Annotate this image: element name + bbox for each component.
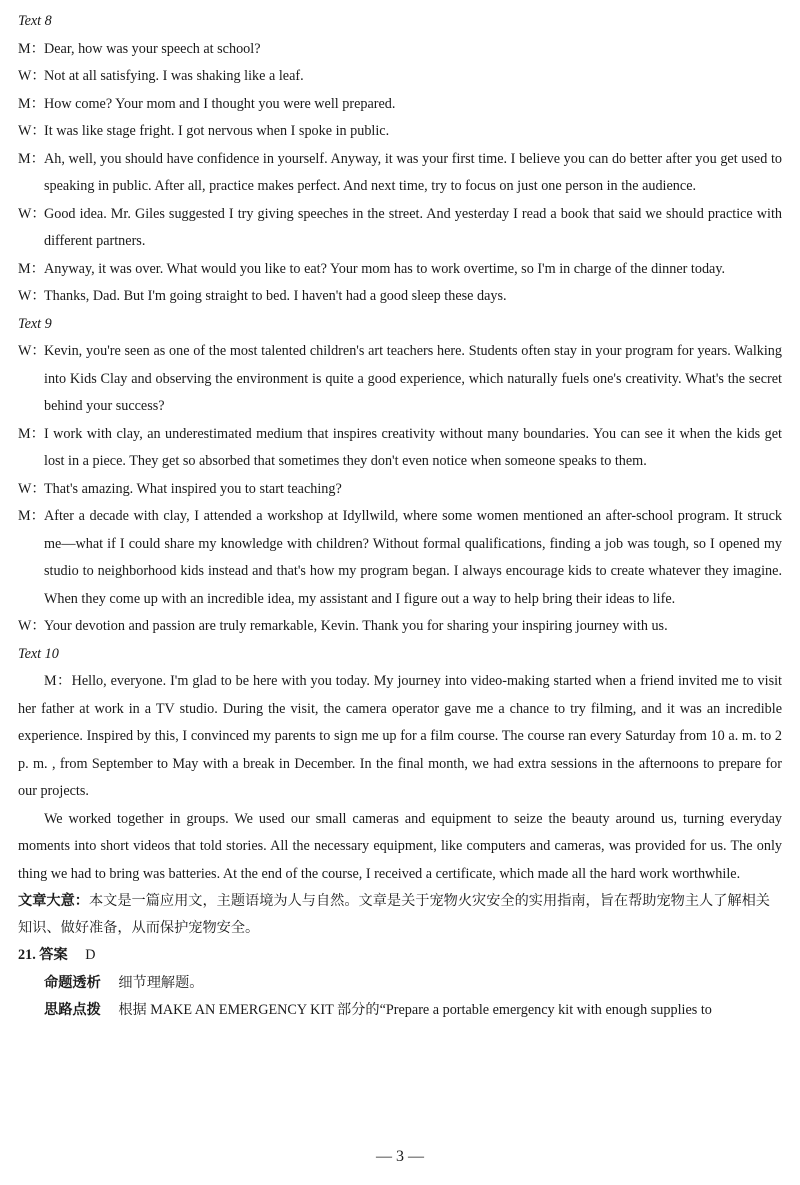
dialogue-text: That's amazing. What inspired you to start teaching? [44, 480, 342, 497]
dialogue-line [18, 476, 782, 504]
monologue-paragraph: We worked together in groups. We used our small cameras and equipment to seize the beauty around us, turning everyday moments into short videos that told stories. All the necessary equipment, like computers and cameras, was provided for us. The only thing we had to bring was batteries. At the end of the course, I received a certificate, which made all the hard work worthwhile. [18, 810, 782, 882]
question-number: 21. [18, 947, 36, 963]
monologue-paragraph: M：Hello, everyone. I'm glad to be here with you today. My journey into video-making started when a friend invited me to visit her father at work in a TV studio. During the visit, the camera operator gave me a chance to try filming, and it was an incredible experience. Inspired by this, I convinced my parents to sign me up for a film course. The course ran every Saturday from 10 a. m. to 2 p. m. , from September to May with a break in December. In the final month, we had extra sessions in the afternoons to prepare for our projects. [18, 673, 782, 799]
dialogue-line [18, 201, 782, 256]
dialogue-text: It was like stage fright. I got nervous when I spoke in public. [44, 123, 390, 139]
speaker-label: M： [18, 95, 45, 112]
dialogue-text: How come? Your mom and I thought you were well prepared. [44, 95, 396, 112]
answer-value: D [85, 947, 96, 963]
dialogue-line [18, 36, 782, 64]
dialogue-text: I work with clay, an underestimated medium that inspires creativity without many boundaries. You can see it when the kids get lost in a piece. They get so absorbed that sometimes they don't even notice when someone speaks to them. [44, 425, 782, 469]
dialogue-line [18, 118, 782, 146]
speaker-label: M： [18, 260, 45, 277]
dialogue-text: Your devotion and passion are truly remarkable, Kevin. Thank you for sharing your inspiring journey with us. [44, 618, 668, 634]
section-label: Text 8 [18, 13, 52, 29]
dialogue-line [18, 613, 782, 641]
dialogue-line [18, 503, 782, 613]
hint-text: 根据 MAKE AN EMERGENCY KIT 部分的“Prepare a portable emergency kit with enough supplies to [118, 1002, 712, 1018]
speaker-label: W： [18, 205, 46, 222]
dialogue-line [18, 338, 782, 421]
dialogue-line [18, 91, 782, 119]
summary-block [18, 888, 782, 942]
dialogue-text: Good idea. Mr. Giles suggested I try giving speeches in the street. And yesterday I read a book that said we should practice with different partners. [44, 205, 782, 249]
text8-section [18, 8, 782, 311]
speaker-label: W： [18, 618, 46, 634]
speaker-label: W： [18, 123, 46, 139]
dialogue-text: After a decade with clay, I attended a workshop at Idyllwild, where some women mentioned an after-school program. It struck me—what if I could share my knowledge with children? Without formal qualifications, finding a job was tough, so I opened my studio to neighborhood kids instead and that's how my program began. I always encourage kids to create whatever they imagine. When they come up with an incredible idea, my assistant and I figure out a way to help bring their ideas to life. [44, 508, 782, 607]
question-21 [18, 942, 782, 1025]
answer-label: 答案 [39, 947, 68, 963]
dialogue-text: Kevin, you're seen as one of the most talented children's art teachers here. Students often stay in your program for years. Walking into Kids Clay and observing the environment is quite a good experience, which naturally fuels one's creativity. What's the secret behind your success? [44, 343, 782, 414]
dialogue-text: Anyway, it was over. What would you like to eat? Your mom has to work overtime, so I'm in charge of the dinner today. [44, 260, 726, 277]
speaker-label: M： [18, 508, 45, 524]
speaker-label: W： [18, 288, 46, 304]
section-label: Text 9 [18, 315, 52, 332]
page-number: — 3 — [376, 1148, 424, 1165]
dialogue-text: Thanks, Dad. But I'm going straight to bed. I haven't had a good sleep these days. [44, 288, 507, 304]
hint-label: 思路点拨 [44, 1002, 101, 1018]
text10-section [18, 641, 782, 889]
speaker-label: W： [18, 343, 46, 359]
text9-section [18, 311, 782, 641]
dialogue-text: Dear, how was your speech at school? [44, 40, 261, 57]
dialogue-text: Ah, well, you should have confidence in yourself. Anyway, it was your first time. I believe you can do better after you get used to speaking in public. After all, practice makes perfect. And next time, try to focus on just one person in the audience. [44, 150, 782, 194]
dialogue-line [18, 146, 782, 201]
speaker-label: W： [18, 68, 46, 84]
speaker-label: M： [18, 425, 45, 442]
dialogue-text: Not at all satisfying. I was shaking like a leaf. [44, 68, 304, 84]
speaker-label: M： [18, 150, 45, 167]
dialogue-line [18, 421, 782, 476]
speaker-label: W： [18, 480, 46, 497]
dialogue-line [18, 63, 782, 91]
summary-label: 文章大意： [18, 893, 89, 909]
speaker-label: M： [18, 40, 45, 57]
section-label: Text 10 [18, 645, 59, 662]
analysis-text: 细节理解题。 [118, 974, 204, 991]
dialogue-line [18, 256, 782, 284]
analysis-label: 命题透析 [44, 974, 101, 991]
dialogue-line [18, 283, 782, 311]
summary-text: 本文是一篇应用文，主题语境为人与自然。文章是关于宠物火灾安全的实用指南，旨在帮助宠物主人了解相关知识、做好准备，从而保护宠物安全。 [18, 893, 770, 936]
